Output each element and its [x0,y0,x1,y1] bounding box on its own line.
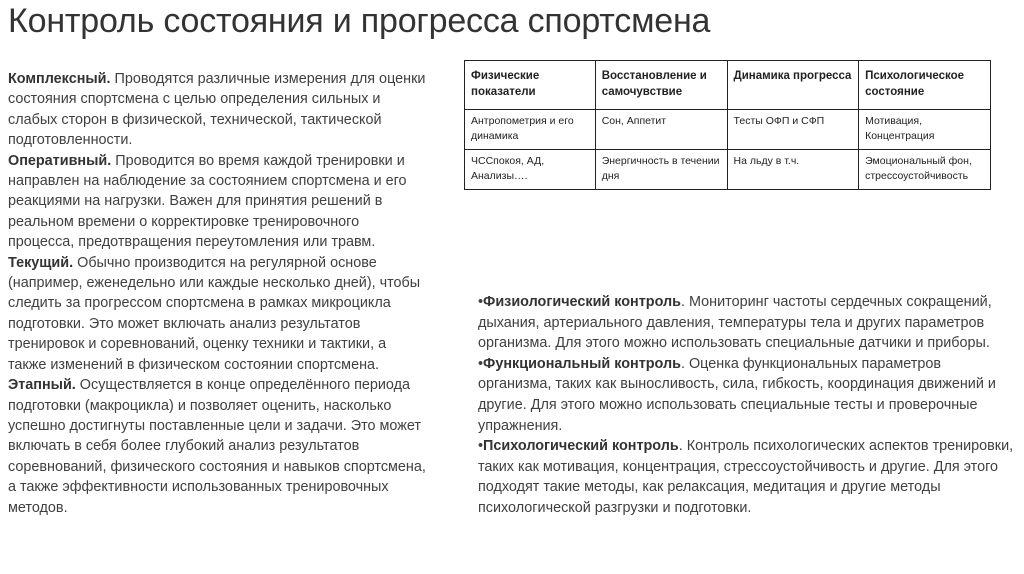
table-header-cell: Физические показатели [465,61,596,110]
table-row [465,110,991,150]
control-kind-term: Психологический контроль [483,438,679,455]
table-header-cell: Восстановление и самочувствие [595,61,727,110]
list-item [478,292,1018,354]
control-type-term: Оперативный. [8,152,112,169]
control-types-list [8,69,428,518]
list-item [478,436,1018,518]
list-item [478,354,1018,436]
table-header-cell: Динамика прогресса [727,61,859,110]
control-type-complex [8,69,428,151]
table-cell: Мотивация, Концентрация [859,110,991,150]
bullet-glyph: • [478,294,484,310]
table-row [465,150,991,190]
table-cell: Антропометрия и его динамика [465,110,596,150]
control-type-current [8,253,428,375]
control-kind-text: . Мониторинг частоты сердечных сокращений, дыхания, артериального давления, температуры тела и других параметров организма. Для этого можно использовать специальные датчики и приборы. [478,294,992,352]
table-cell: Сон, Аппетит [595,110,727,150]
control-kind-text: . Оценка функциональных параметров организма, таких как выносливость, сила, гибкость, координация движений и другие. Для этого можно использовать специальные тесты и проверочные упражнения. [478,355,996,434]
table-header-cell: Психологическое состояние [859,61,991,110]
control-type-term: Текущий. [8,254,74,271]
control-kind-term: Функциональный контроль [483,355,681,372]
control-kind-text: . Контроль психологических аспектов тренировки, таких как мотивация, концентрация, стрессоустойчивость и другие. Для этого подходят такие методы, как релаксация, медитация и другие методы психологической разгрузки и подготовки. [478,438,1014,516]
control-type-text: Осуществляется в конце определённого периода подготовки (макроцикла) и позволяет оценить, насколько успешно достигнуты поставленные цели и задачи. Это может включать в себя более глубокий анализ результатов соревнований, физического состояния и навыков спортсмена, а также эффективности использованных тренировочных методов. [8,377,426,516]
control-type-text: Проводятся различные измерения для оценки состояния спортсмена с целью определения сильных и слабых сторон в физической, технической, тактической подготовленности. [8,71,426,149]
table-cell: На льду в т.ч. [727,150,859,190]
indicators-table [464,60,991,190]
bullet-glyph: • [478,438,484,455]
control-type-text: Обычно производится на регулярной основе (например, еженедельно или каждые несколько дней), чтобы следить за прогрессом спортсмена в рамках микроцикла подготовки. Это может включать анализ результатов тренировок и соревнований, оценку техники и тактики, а также изменений в физическом состоянии спортсмена. [8,254,421,373]
control-kind-term: Физиологический контроль [483,294,682,310]
table-cell: ЧССпокоя, АД, Анализы…. [465,150,596,190]
table-cell: Энергичность в течении дня [595,150,727,190]
control-type-text: Проводится во время каждой тренировки и направлен на наблюдение за состоянием спортсмена и его реакциями на нагрузки. Важен для принятия решений в реальном времени о корректировке тренировочного процесса, предотвращения переутомления или травм. [8,152,407,251]
table-header-row [465,61,991,110]
control-type-term: Этапный. [8,377,76,394]
bullet-glyph: • [478,355,484,372]
slide-title: Контроль состояния и прогресса спортсмена [8,2,711,40]
table-cell: Эмоциональный фон, стрессоустойчивость [859,150,991,190]
table-cell: Тесты ОФП и СФП [727,110,859,150]
control-type-stage [8,375,428,518]
control-kinds-list [478,292,1018,519]
control-type-operative [8,151,428,253]
control-type-term: Комплексный. [8,71,111,87]
